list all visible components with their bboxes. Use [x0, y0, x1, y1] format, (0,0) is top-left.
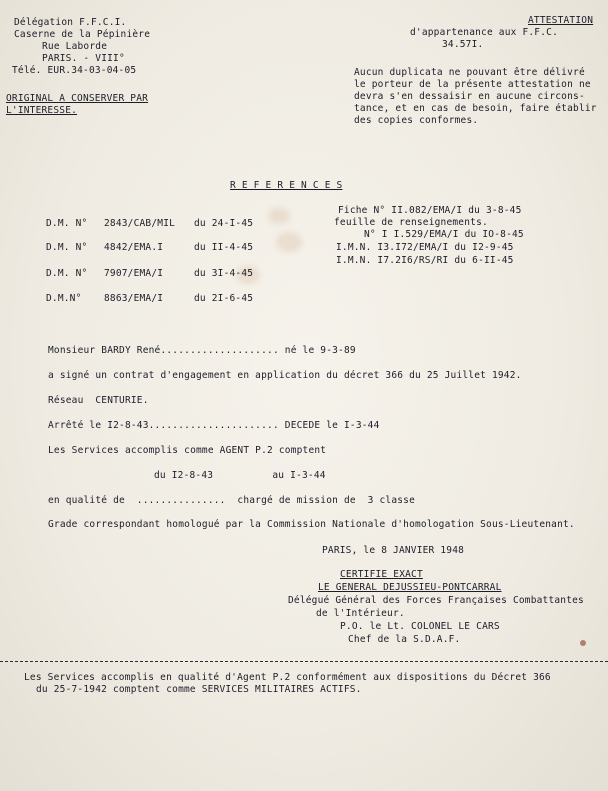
- ref-left-label: D.M.N°: [46, 293, 82, 304]
- attestation-title: ATTESTATION: [528, 15, 594, 26]
- notice-line-1: Aucun duplicata ne pouvant être délivré: [354, 67, 585, 78]
- sender-line-4: PARIS. - VIII°: [42, 53, 125, 64]
- ref-right-line: I.M.N. I7.2I6/RS/RI du 6-II-45: [336, 255, 514, 266]
- notice-line-5: des copies conformes.: [354, 115, 479, 126]
- service-period: du I2-8-43 au I-3-44: [154, 470, 326, 481]
- general-name: LE GENERAL DEJUSSIEU-PONTCARRAL: [318, 582, 502, 593]
- ref-right-line: feuille de renseignements.: [334, 217, 488, 228]
- ref-left-number: 2843/CAB/MIL: [104, 218, 176, 229]
- ink-dot: [580, 640, 586, 646]
- sender-phone: Télé. EUR.34-03-04-05: [12, 65, 137, 76]
- references-heading: R E F E R E N C E S: [230, 180, 343, 191]
- ref-left-number: 8863/EMA/I: [104, 293, 164, 304]
- notice-line-3: devra s'en dessaisir en aucune circons-: [354, 91, 585, 102]
- ref-left-number: 4842/EMA.I: [104, 242, 164, 253]
- attestation-number: 34.57I.: [442, 39, 484, 50]
- sender-line-1: Délégation F.F.C.I.: [14, 17, 127, 28]
- po-line: P.O. le Lt. COLONEL LE CARS: [340, 621, 500, 632]
- sender-line-2: Caserne de la Pépinière: [14, 29, 151, 40]
- contract-line: a signé un contrat d'engagement en application du décret 366 du 25 Juillet 1942.: [48, 370, 522, 381]
- sender-line-3: Rue Laborde: [42, 41, 108, 52]
- ref-right-line: I.M.N. I3.I72/EMA/I du I2-9-45: [336, 242, 514, 253]
- network-line: Réseau CENTURIE.: [48, 395, 149, 406]
- grade-line: Grade correspondant homologué par la Commission Nationale d'homologation Sous-Lieutenant.: [48, 519, 575, 530]
- ref-left-number: 7907/EMA/I: [104, 268, 164, 279]
- chief-line: Chef de la S.D.A.F.: [348, 634, 461, 645]
- footer-line-1: Les Services accomplis en qualité d'Agent P.2 conformément aux dispositions du Décret 366: [24, 672, 551, 683]
- paper-stain: [268, 208, 290, 224]
- person-line: Monsieur BARDY René.................... né le 9-3-89: [48, 345, 356, 356]
- quality-line: en qualité de ............... chargé de mission de 3 classe: [48, 495, 416, 506]
- ref-left-date: du 24-I-45: [194, 218, 254, 229]
- paper-stain: [276, 232, 302, 252]
- delegate-line-2: de l'Intérieur.: [316, 608, 405, 619]
- ref-left-label: D.M. N°: [46, 218, 88, 229]
- dashed-separator: [0, 661, 608, 662]
- arrest-line: Arrêté le I2-8-43...................... DECEDE le I-3-44: [48, 420, 380, 431]
- ref-left-label: D.M. N°: [46, 242, 88, 253]
- ref-left-date: du II-4-45: [194, 242, 254, 253]
- original-notice-2: L'INTERESSE.: [6, 105, 78, 116]
- ref-right-line: N° I I.529/EMA/I du IO-8-45: [364, 229, 524, 240]
- place-date: PARIS, le 8 JANVIER 1948: [322, 545, 465, 556]
- notice-line-2: le porteur de la présente attestation ne: [354, 79, 591, 90]
- ref-left-date: du 2I-6-45: [194, 293, 254, 304]
- certified-exact: CERTIFIE EXACT: [340, 569, 423, 580]
- ref-right-line: Fiche N° II.082/EMA/I du 3-8-45: [338, 205, 522, 216]
- attestation-subtitle: d'appartenance aux F.F.C.: [410, 27, 558, 38]
- ref-left-date: du 3I-4-45: [194, 268, 254, 279]
- footer-line-2: du 25-7-1942 comptent comme SERVICES MILITAIRES ACTIFS.: [36, 684, 362, 695]
- original-notice-1: ORIGINAL A CONSERVER PAR: [6, 93, 149, 104]
- delegate-line-1: Délégué Général des Forces Françaises Combattantes: [288, 595, 584, 606]
- services-line: Les Services accomplis comme AGENT P.2 comptent: [48, 445, 327, 456]
- notice-line-4: tance, et en cas de besoin, faire établir: [354, 103, 597, 114]
- ref-left-label: D.M. N°: [46, 268, 88, 279]
